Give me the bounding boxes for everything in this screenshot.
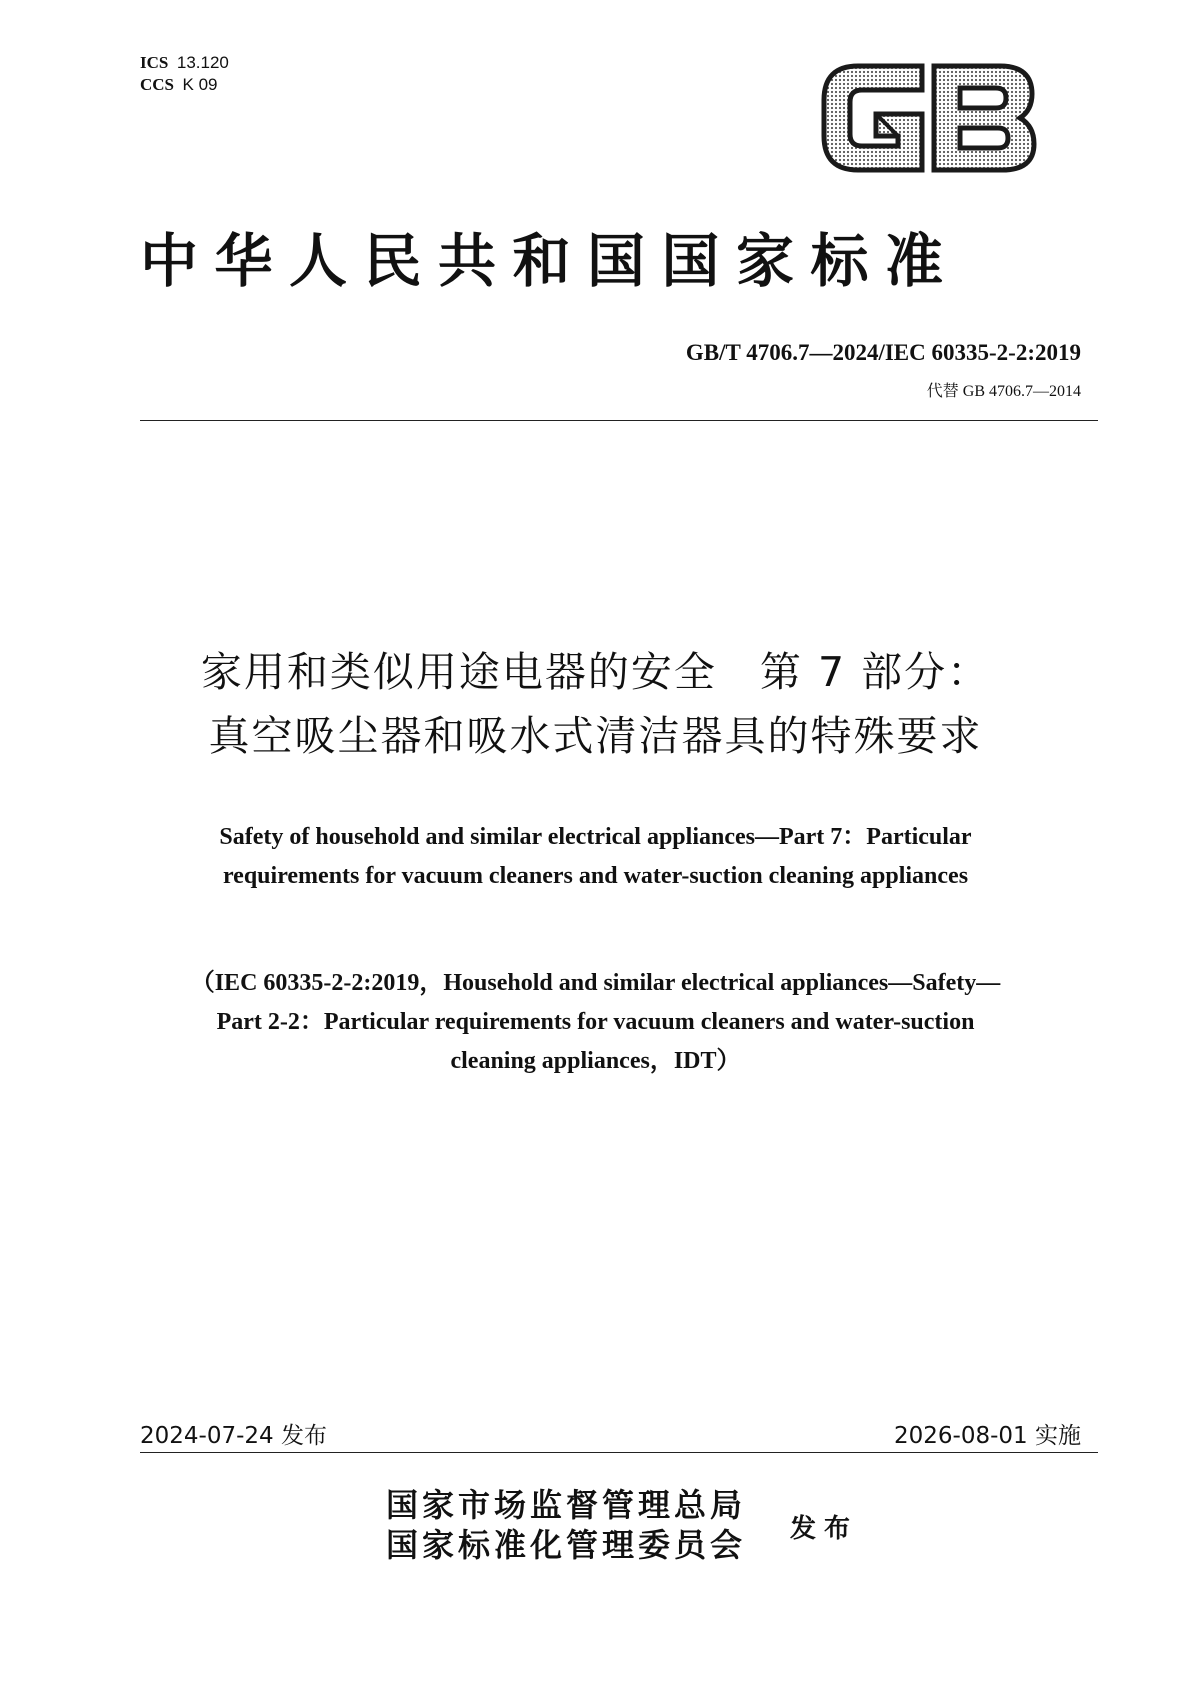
replaces-note: 代替 GB 4706.7—2014 [926, 383, 1081, 400]
national-standard-title: 中华人民共和国国家标准 [140, 227, 960, 295]
issue-date: 2024-07-24 发布 [140, 1423, 327, 1449]
ccs-value: K 09 [182, 75, 218, 94]
ccs-code [140, 74, 229, 96]
bottom-divider [140, 1452, 1098, 1453]
gb-logo-icon [818, 58, 1040, 178]
ics-value: 13.120 [176, 53, 229, 72]
standard-number: GB/T 4706.7—2024/IEC 60335-2-2:2019 [685, 340, 1081, 365]
ics-label: ICS [140, 53, 169, 72]
issuing-bodies [386, 1485, 746, 1565]
title-cn-line2: 真空吸尘器和吸水式清洁器具的特殊要求 [208, 712, 983, 760]
title-cn [80, 640, 1111, 768]
publish-label: 发布 [790, 1514, 859, 1544]
ics-code [140, 52, 229, 74]
iec-reference-line3: cleaning appliances，IDT） [450, 1048, 741, 1074]
classification-codes [140, 52, 229, 96]
top-divider [140, 420, 1098, 421]
iec-reference-line2: Part 2-2：Particular requirements for vacuum cleaners and water-suction [216, 1009, 975, 1035]
issuer-samr: 国家市场监督管理总局 [386, 1486, 747, 1524]
title-en-line1: Safety of household and similar electrical appliances—Part 7：Particular [219, 824, 972, 850]
implementation-date: 2026-08-01 实施 [894, 1423, 1081, 1449]
iec-reference [120, 964, 1071, 1081]
title-cn-line1: 家用和类似用途电器的安全 第 7 部分： [200, 648, 991, 696]
iec-reference-line1: （IEC 60335-2-2:2019，Household and similar electrical appliances—Safety— [190, 970, 1001, 996]
title-en-line2: requirements for vacuum cleaners and water-suction cleaning appliances [222, 863, 969, 889]
ccs-label: CCS [140, 75, 175, 94]
title-en [120, 818, 1071, 896]
issuer-sac: 国家标准化管理委员会 [386, 1526, 747, 1564]
